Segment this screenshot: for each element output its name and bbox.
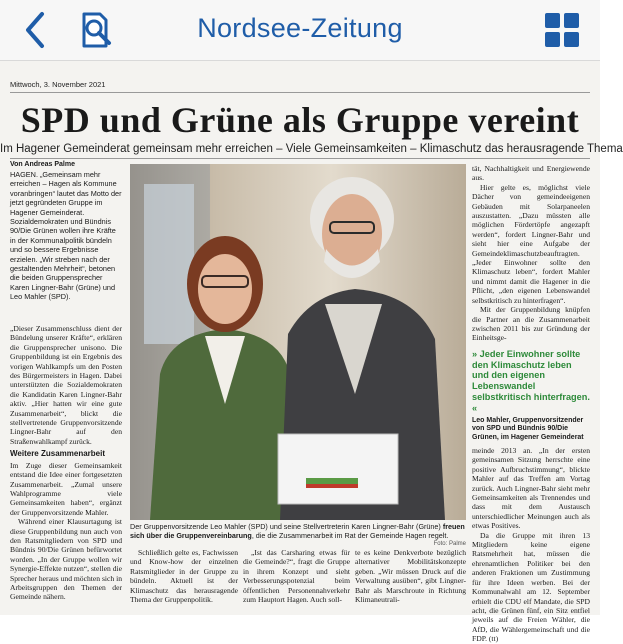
top-rule	[10, 92, 590, 93]
section-heading: Weitere Zusammenarbeit	[10, 449, 105, 459]
photo-credit: Foto: Palme	[433, 541, 466, 547]
app-bar	[0, 0, 600, 61]
article-photo	[130, 164, 466, 520]
photo-illustration	[130, 164, 466, 520]
app-title: Nordsee-Zeitung	[197, 13, 403, 43]
paragraph: „Ist das Carsharing etwas für die Gemeinde?“, fragt die Gruppe in ihrem Konzept und sieht Verbesserungspotenzial beim öffentlichen Personennahverkehr zum Hauptort Hagen. Auch soll-	[243, 548, 350, 605]
paragraph: „Dieser Zusammenschluss dient der Bündelung unserer Kräfte“, erklären die Gruppensprecher unisono. Die Gruppenbildung ist ein Ergebnis des vorigen Wahlkampfs um den Posten des Bürgermeisters in Hagen. Dabei unterstützten die Sozialdemokraten die Kandidatin Karen Lingner-Bahr aktiv. „Hier hatten wir eine gute Zusammenarbeit“, blickt die stellvertretende Gruppenvorsitzende Lingner-Bahr auf den Straßenwahlkampf zurück.	[10, 324, 122, 446]
lead-text: HAGEN. „Gemeinsam mehr erreichen – Hagen als Kommune voranbringen“ lautet das Motto der jetzt gegründeten Gruppe im Hagener Gemeinderat. Sozialdemokraten und Bündnis 90/Die Grünen wollen ihre Kräfte in der Kommunalpolitik bündeln und so bessere Ergebnisse erzielen. „Wir streben nach der gestaltenden Mehrheit“, betonen die beiden Gruppensprecher Karen Lingner-Bahr (Grüne) und Leo Mahler (SPD).	[10, 170, 122, 302]
caption-highlight: freuen sich über die Gruppenvereinbarung	[130, 522, 465, 540]
paragraph: Schließlich gelte es, Fachwissen und Know-how der einzelnen Ratsmitglieder in der Gruppe zu bündeln. Aktuell ist der Klimaschutz das herausragende Thema der Gruppenpolitik.	[130, 548, 238, 605]
paragraph: Mit der Gruppenbildung knüpfen die Partner an die Zusammenarbeit zwischen 2011 bis zur Gründung der Einheitsge-	[472, 305, 590, 343]
lead-paragraph	[10, 170, 122, 320]
left-column	[10, 324, 122, 606]
caption-rest: , die die Zusammenarbeit im Rat der Gemeinde Hagen regelt.	[251, 531, 449, 540]
byline: Von Andreas Palme	[10, 161, 75, 168]
paragraph: te es keine Denkverbote bezüglich alternativer Mobilitätskonzepte geben. „Wir müssen Druck auf die Verwaltung ausüben“, gibt Lingner-Bahr als Marschroute in Richtung Klimaneutrali-	[355, 548, 466, 605]
grid-icon	[544, 12, 580, 48]
right-column	[472, 164, 590, 644]
headline: SPD und Grüne als Gruppe vereint	[20, 100, 580, 140]
paragraph: Da die Gruppe mit ihren 13 Mitgliedern keine eigene Ratsmehrheit hat, müssen die ehrenamtlichen Politiker bei den anderen Fraktionen um Zustimmung für ihre Ideen werben. Bei der Kommunalwahl am 12. September erhielt die CDU elf Mandate, die SPD acht, die Grünen fünf, ein Sitz entfiel jeweils auf die Freien Wähler, die AfD, die Wählergemeinschaft und die FDP. (tt)	[472, 530, 590, 644]
paragraph: tät, Nachhaltigkeit und Energiewende aus.	[472, 164, 590, 183]
quote-source: Leo Mahler, Gruppenvorsitzender von SPD und Bündnis 90/Die Grünen, im Hagener Gemeinderat	[472, 416, 584, 441]
grid-menu-button[interactable]	[544, 12, 580, 48]
paragraph: Im Zuge dieser Gemeinsamkeit entstand die Idee einer fortgesetzten Zusammenarbeit. „Zumal unsere Wahlprogramme viele Gemeinsamkeiten haben“, ergänzt der Gruppenvorsitzende Mahler.	[10, 460, 122, 517]
subheadline: Im Hagener Gemeinderat gemeinsam mehr erreichen – Viele Gemeinsamkeiten – Klimaschutz das herausragende Thema	[0, 143, 623, 155]
subhead-rule	[10, 158, 590, 159]
bottom-column-2	[243, 548, 350, 606]
paragraph: Hier gelte es, möglichst viele Dächer von gemeindeeigenen Gebäuden mit Solarpaneelen auszustatten. „Dazu müssten alle möglichen Fördertöpfe angezapft werden“, fordert Lingner-Bahr und sieht hier eine Aufgabe der Gemeindeklimaschutzbeauftragten. „Jeder Einwohner sollte den Klimaschutz leben“, fordert Mahler und nimmt damit die Hagener in die Pflicht, „den eigenen Lebenswandel selbstkritisch zu hinterfragen“.	[472, 182, 590, 305]
issue-date: Mittwoch, 3. November 2021	[10, 80, 106, 89]
bottom-column-3	[355, 548, 466, 606]
photo-caption	[130, 522, 466, 549]
pull-quote: » Jeder Einwohner sollte den Klimaschutz leben und den eigenen Lebenswandel selbstkritisch hinterfragen. «	[472, 348, 590, 413]
bottom-column-1	[130, 548, 238, 606]
paragraph: meinde 2013 an. „In der ersten gemeinsamen Sitzung herrschte eine positive Aufbruchstimmung“, blickte Mahler auf das Treffen am Vortag zurück. Auch Lingner-Bahr sieht mehr Gemeinsamkeiten als Trennendes und dass mit dem Austausch unterschiedlicher Meinungen auch als etwas Positives.	[472, 446, 590, 531]
paragraph: Während einer Klausurtagung ist diese Gruppenbildung nun auch von den Ratsmitgliedern von SPD und Bündnis 90/Die Grünen befürwortet worden. „In der Gruppe wollen wir Synergie-Effekte nutzen“, stellen die Sprecher heraus und möchten sich in Arbeitsgruppen den Themen der Gemeinde nähern.	[10, 517, 122, 602]
caption-intro: Der Gruppenvorsitzende Leo Mahler (SPD) und seine Stellvertreterin Karen Lingner-Bahr (Grüne)	[130, 522, 443, 531]
